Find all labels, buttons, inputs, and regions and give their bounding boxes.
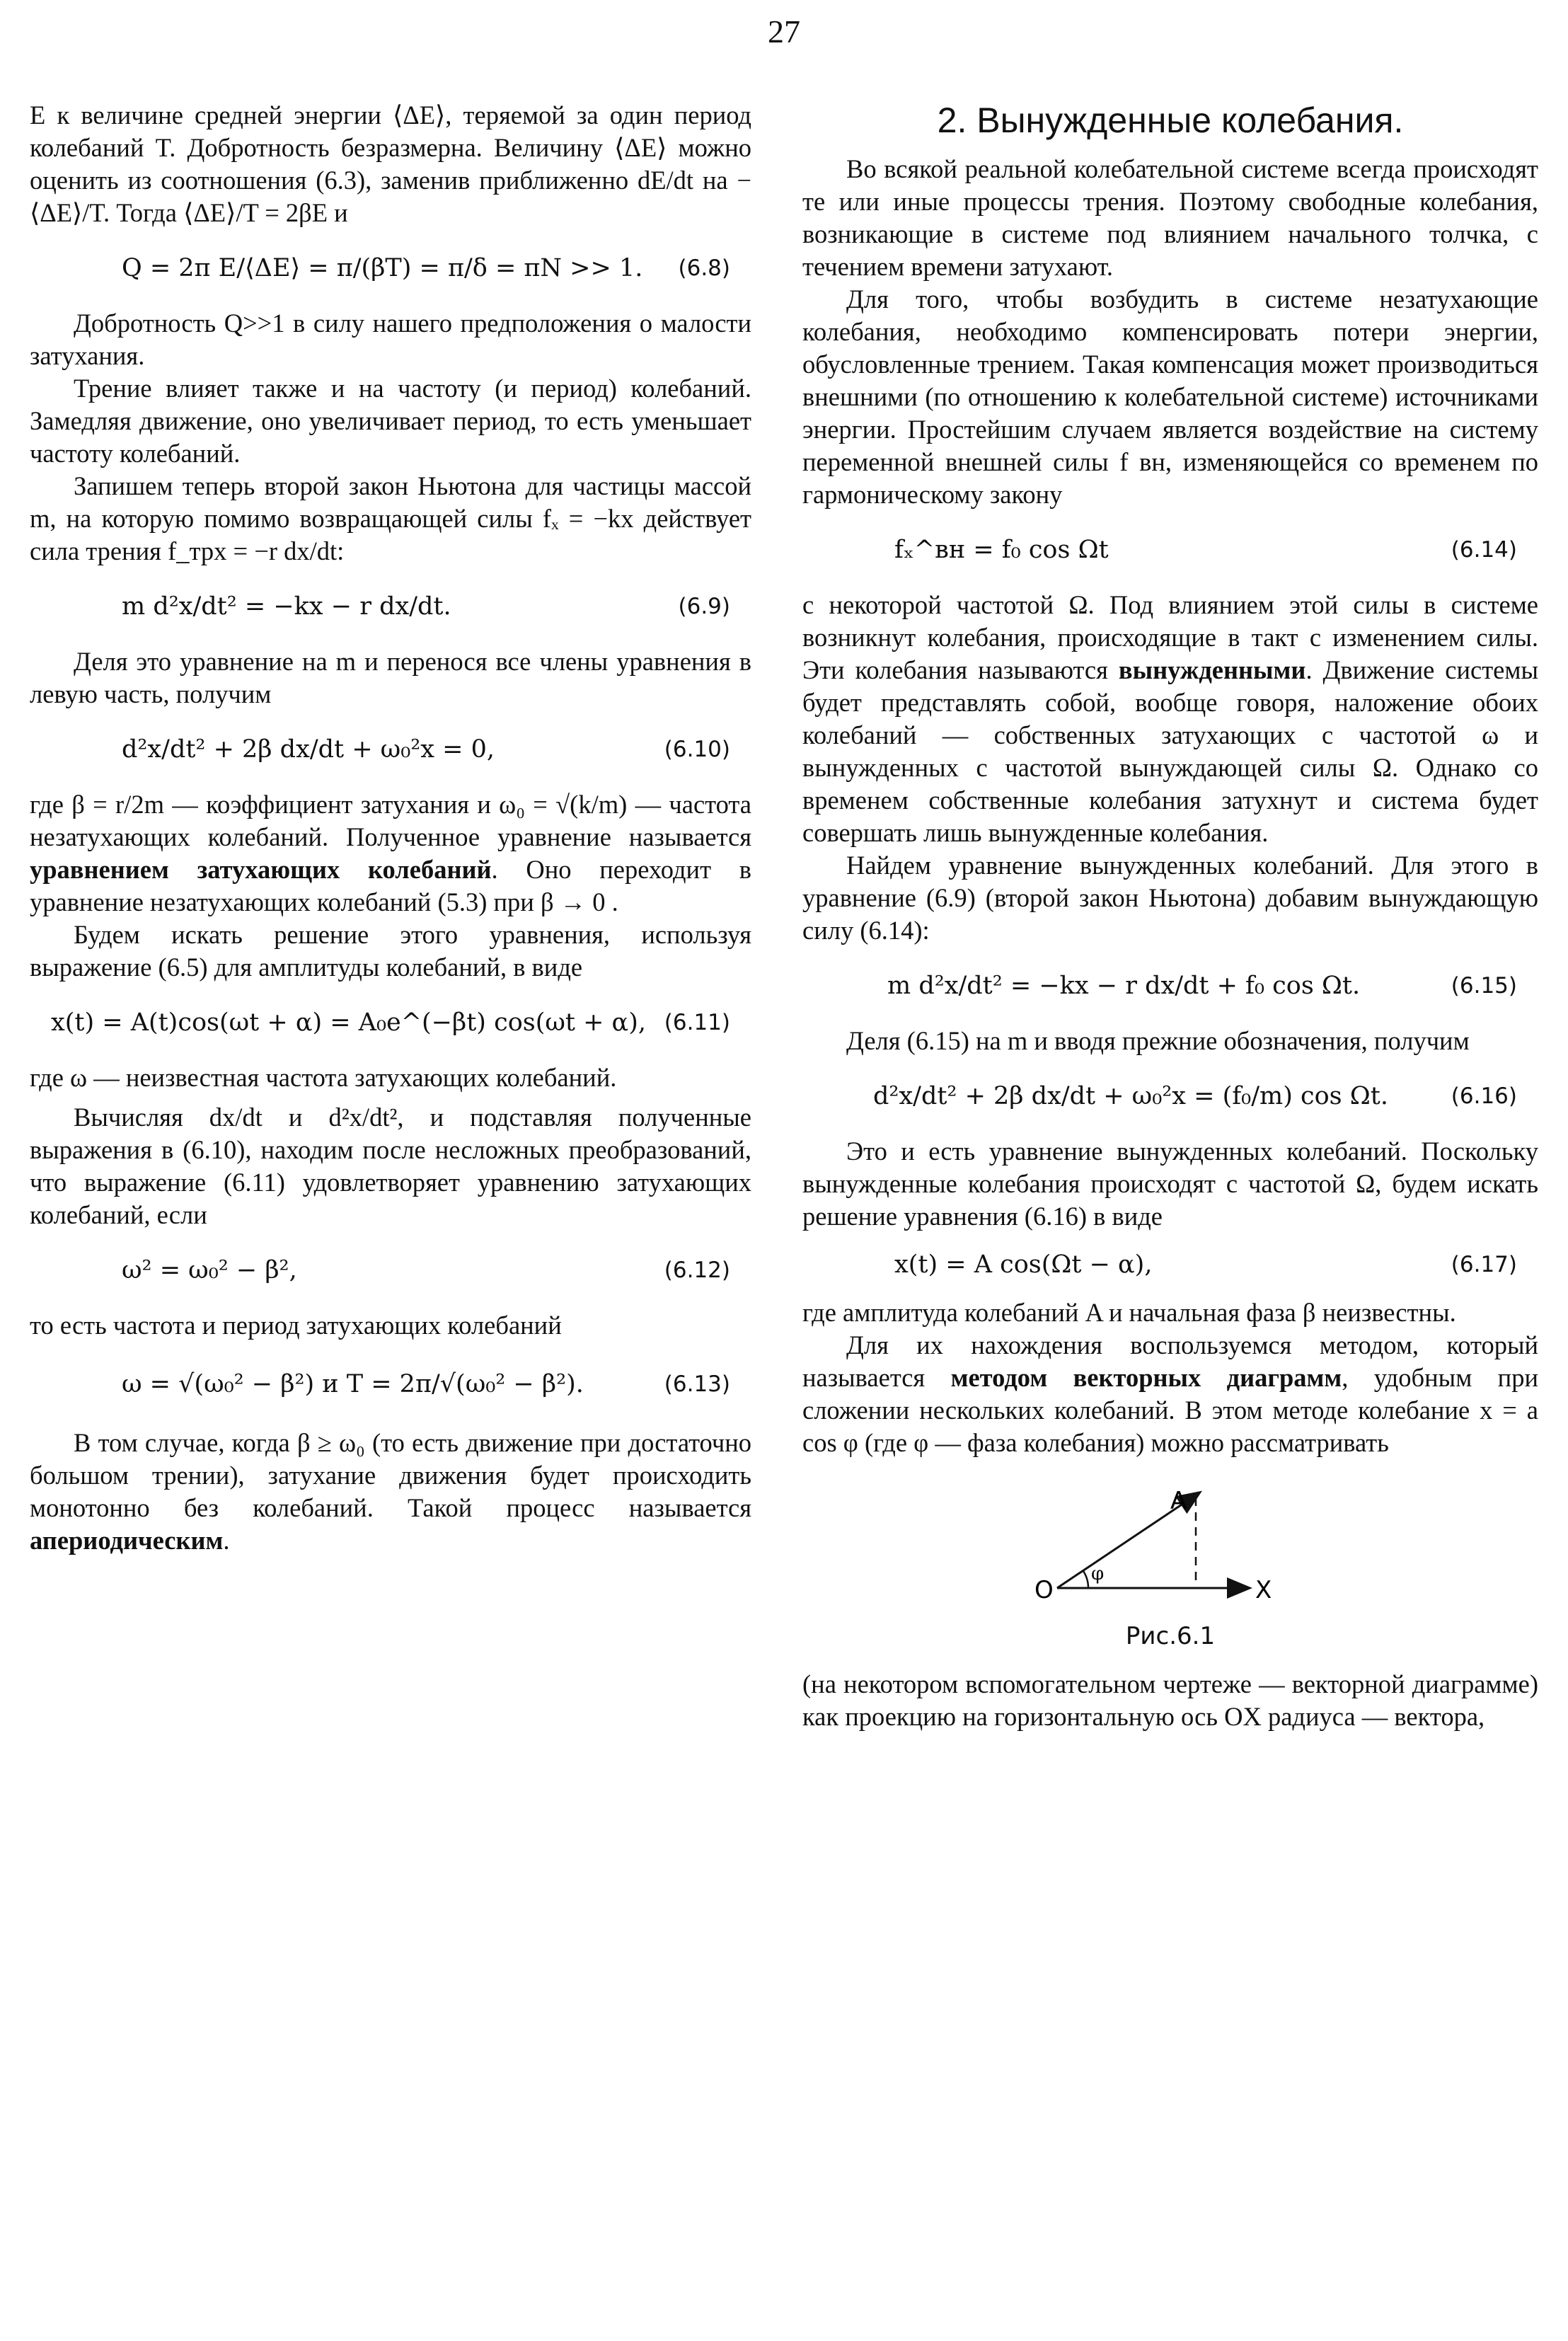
- equation-6-9: [30, 568, 751, 645]
- left-column: [30, 99, 751, 1557]
- equation: ω = √(ω₀² − β²) и T = 2π/√(ω₀² − β²).: [122, 1370, 584, 1398]
- label-o: O: [1034, 1576, 1054, 1604]
- equation-number: (6.10): [664, 737, 730, 762]
- paragraph: Трение влияет также и на частоту (и период) колебаний. Замедляя движение, оно увеличивает период, то есть уменьшает частоту колебаний.: [30, 374, 751, 468]
- paragraph: то есть частота и период затухающих колебаний: [30, 1311, 562, 1340]
- equation-6-16: [802, 1057, 1538, 1135]
- term-bold: методом векторных диаграмм: [950, 1363, 1342, 1392]
- paragraph: Вычисляя dx/dt и d²x/dt², и подставляя полученные выражения в (6.10), находим после несложных преобразований, что выражение (6.11) удовлетворяет уравнению затухающих колебаний, если: [30, 1103, 751, 1229]
- paragraph: Будем искать решение этого уравнения, используя выражение (6.5) для амплитуды колебаний, в виде: [30, 920, 751, 982]
- equation-number: (6.8): [678, 255, 730, 281]
- right-column: [802, 99, 1538, 1733]
- page-number: 27: [768, 13, 800, 50]
- paragraph: [802, 1329, 1538, 1459]
- equation-6-14: [802, 511, 1538, 589]
- figure-6-1: [802, 1473, 1538, 1652]
- paragraph: Для того, чтобы возбудить в системе незатухающие колебания, необходимо компенсировать потери энергии, обусловленные трением. Такая компенсация может производиться внешними (по отношению к колебательной системе) источниками энергии. Простейшим случаем является воздействие на систему переменной внешней силы f вн, изменяющейся со временем по гармоническому закону: [802, 284, 1538, 509]
- term-bold: вынужденными: [1118, 655, 1306, 684]
- section-heading: 2. Вынужденные колебания.: [937, 100, 1404, 140]
- paragraph: Запишем теперь второй закон Ньютона для частицы массой m, на которую помимо возвращающей силы fₓ = −kx действует сила трения f_трх = −r dx/dt:: [30, 471, 751, 565]
- equation: m d²x/dt² = −kx − r dx/dt.: [122, 592, 451, 621]
- paragraph: где амплитуда колебаний A и начальная фаза β неизвестны.: [802, 1298, 1456, 1327]
- paragraph: [30, 1427, 751, 1557]
- paragraph: где ω — неизвестная частота затухающих колебаний.: [30, 1063, 617, 1092]
- text-run: , удобным при сложении нескольких колебаний. В этом методе колебание x = a cos φ (где φ — фаза колебания) можно рассматривать: [802, 1363, 1538, 1457]
- equation-6-11: [30, 984, 751, 1062]
- equation-6-13: [30, 1342, 751, 1427]
- paragraph: E к величине средней энергии ⟨ΔE⟩, теряемой за один период колебаний T. Добротность безразмерна. Величину ⟨ΔE⟩ можно оценить из соотношения (6.3), заменив приближенно dE/dt на −⟨ΔE⟩/T. Тогда ⟨ΔE⟩/T = 2βE и: [30, 100, 751, 227]
- equation: x(t) = A cos(Ωt − α),: [894, 1250, 1153, 1279]
- text-run: . Оно переходит в уравнение незатухающих колебаний (5.3) при β → 0 .: [30, 855, 751, 916]
- equation: ω² = ω₀² − β²,: [122, 1256, 297, 1284]
- equation-6-10: [30, 711, 751, 788]
- equation-number: (6.14): [1451, 537, 1517, 563]
- paragraph: Деля (6.15) на m и вводя прежние обозначения, получим: [846, 1026, 1470, 1055]
- label-x: X: [1255, 1576, 1272, 1604]
- text-run: В том случае, когда β ≥ ω₀ (то есть движение при достаточно большом трении), затухание движения будет происходить монотонно без колебаний. Такой процесс называется: [30, 1428, 751, 1522]
- paragraph: Это и есть уравнение вынужденных колебаний. Поскольку вынужденные колебания происходят с частотой Ω, будем искать решение уравнения (6.16) в виде: [802, 1137, 1538, 1231]
- phi-arc: [1083, 1571, 1088, 1588]
- paragraph: [802, 589, 1538, 849]
- equation-number: (6.13): [664, 1371, 730, 1397]
- equation-number: (6.12): [664, 1258, 730, 1283]
- paragraph: Во всякой реальной колебательной системе всегда происходят те или иные процессы трения. Поэтому свободные колебания, возникающие в системе под влиянием начального толчка, с течением времени затухают.: [802, 154, 1538, 281]
- equation: d²x/dt² + 2β dx/dt + ω₀²x = (f₀/m) cos Ωt.: [873, 1082, 1388, 1110]
- equation-number: (6.9): [678, 594, 730, 619]
- equation-6-12: [30, 1231, 751, 1309]
- figure-caption: Рис.6.1: [1125, 1622, 1216, 1650]
- paragraph: (на некотором вспомогательном чертеже — векторной диаграмме) как проекцию на горизонтальную ось OX радиуса — вектора,: [802, 1669, 1538, 1731]
- vector-diagram: [802, 1473, 1538, 1608]
- label-a: A: [1170, 1487, 1187, 1515]
- equation-6-15: [802, 947, 1538, 1025]
- equation: Q = 2π E/⟨ΔE⟩ = π/(βT) = π/δ = πN >> 1.: [122, 254, 643, 282]
- equation-number: (6.16): [1451, 1083, 1517, 1109]
- term-bold: уравнением затухающих колебаний: [30, 855, 492, 884]
- equation: m d²x/dt² = −kx − r dx/dt + f₀ cos Ωt.: [887, 972, 1361, 1000]
- text-run: Для их нахождения воспользуемся методом, который называется: [802, 1330, 1538, 1392]
- equation-6-8: [30, 229, 751, 307]
- term-bold: апериодическим: [30, 1526, 224, 1555]
- text-run: с некоторой частотой Ω. Под влиянием этой силы в системе возникнут колебания, происходящие в такт с изменением силы. Эти колебания называются: [802, 590, 1538, 684]
- paragraph: [30, 788, 751, 919]
- equation-number: (6.11): [664, 1010, 730, 1035]
- paragraph: Деля это уравнение на m и перенося все члены уравнения в левую часть, получим: [30, 647, 751, 708]
- equation: fₓ^вн = f₀ cos Ωt: [894, 536, 1109, 564]
- equation: d²x/dt² + 2β dx/dt + ω₀²x = 0,: [122, 735, 495, 764]
- text-run: где β = r/2m — коэффициент затухания и ω₀ = √(k/m) — частота незатухающих колебаний. Полученное уравнение называется: [30, 790, 751, 851]
- text-run: . Движение системы будет представлять собой, вообще говоря, наложение обоих колебаний — собственных затухающих с частотой ω и вынужденных с частотой вынуждающей силы Ω. Однако со временем собственные колебания затухнут и система будет совершать лишь вынужденные колебания.: [802, 655, 1539, 847]
- equation: x(t) = A(t)cos(ωt + α) = A₀e^(−βt) cos(ωt + α),: [51, 1008, 646, 1037]
- paragraph: Найдем уравнение вынужденных колебаний. Для этого в уравнение (6.9) (второй закон Ньютона) добавим вынуждающую силу (6.14):: [802, 851, 1538, 945]
- equation-number: (6.17): [1451, 1252, 1517, 1277]
- paragraph: Добротность Q>>1 в силу нашего предположения о малости затухания.: [30, 309, 751, 370]
- label-phi: φ: [1091, 1563, 1105, 1584]
- text-run: .: [223, 1526, 230, 1555]
- equation-number: (6.15): [1451, 973, 1517, 999]
- equation-6-17: [802, 1233, 1538, 1296]
